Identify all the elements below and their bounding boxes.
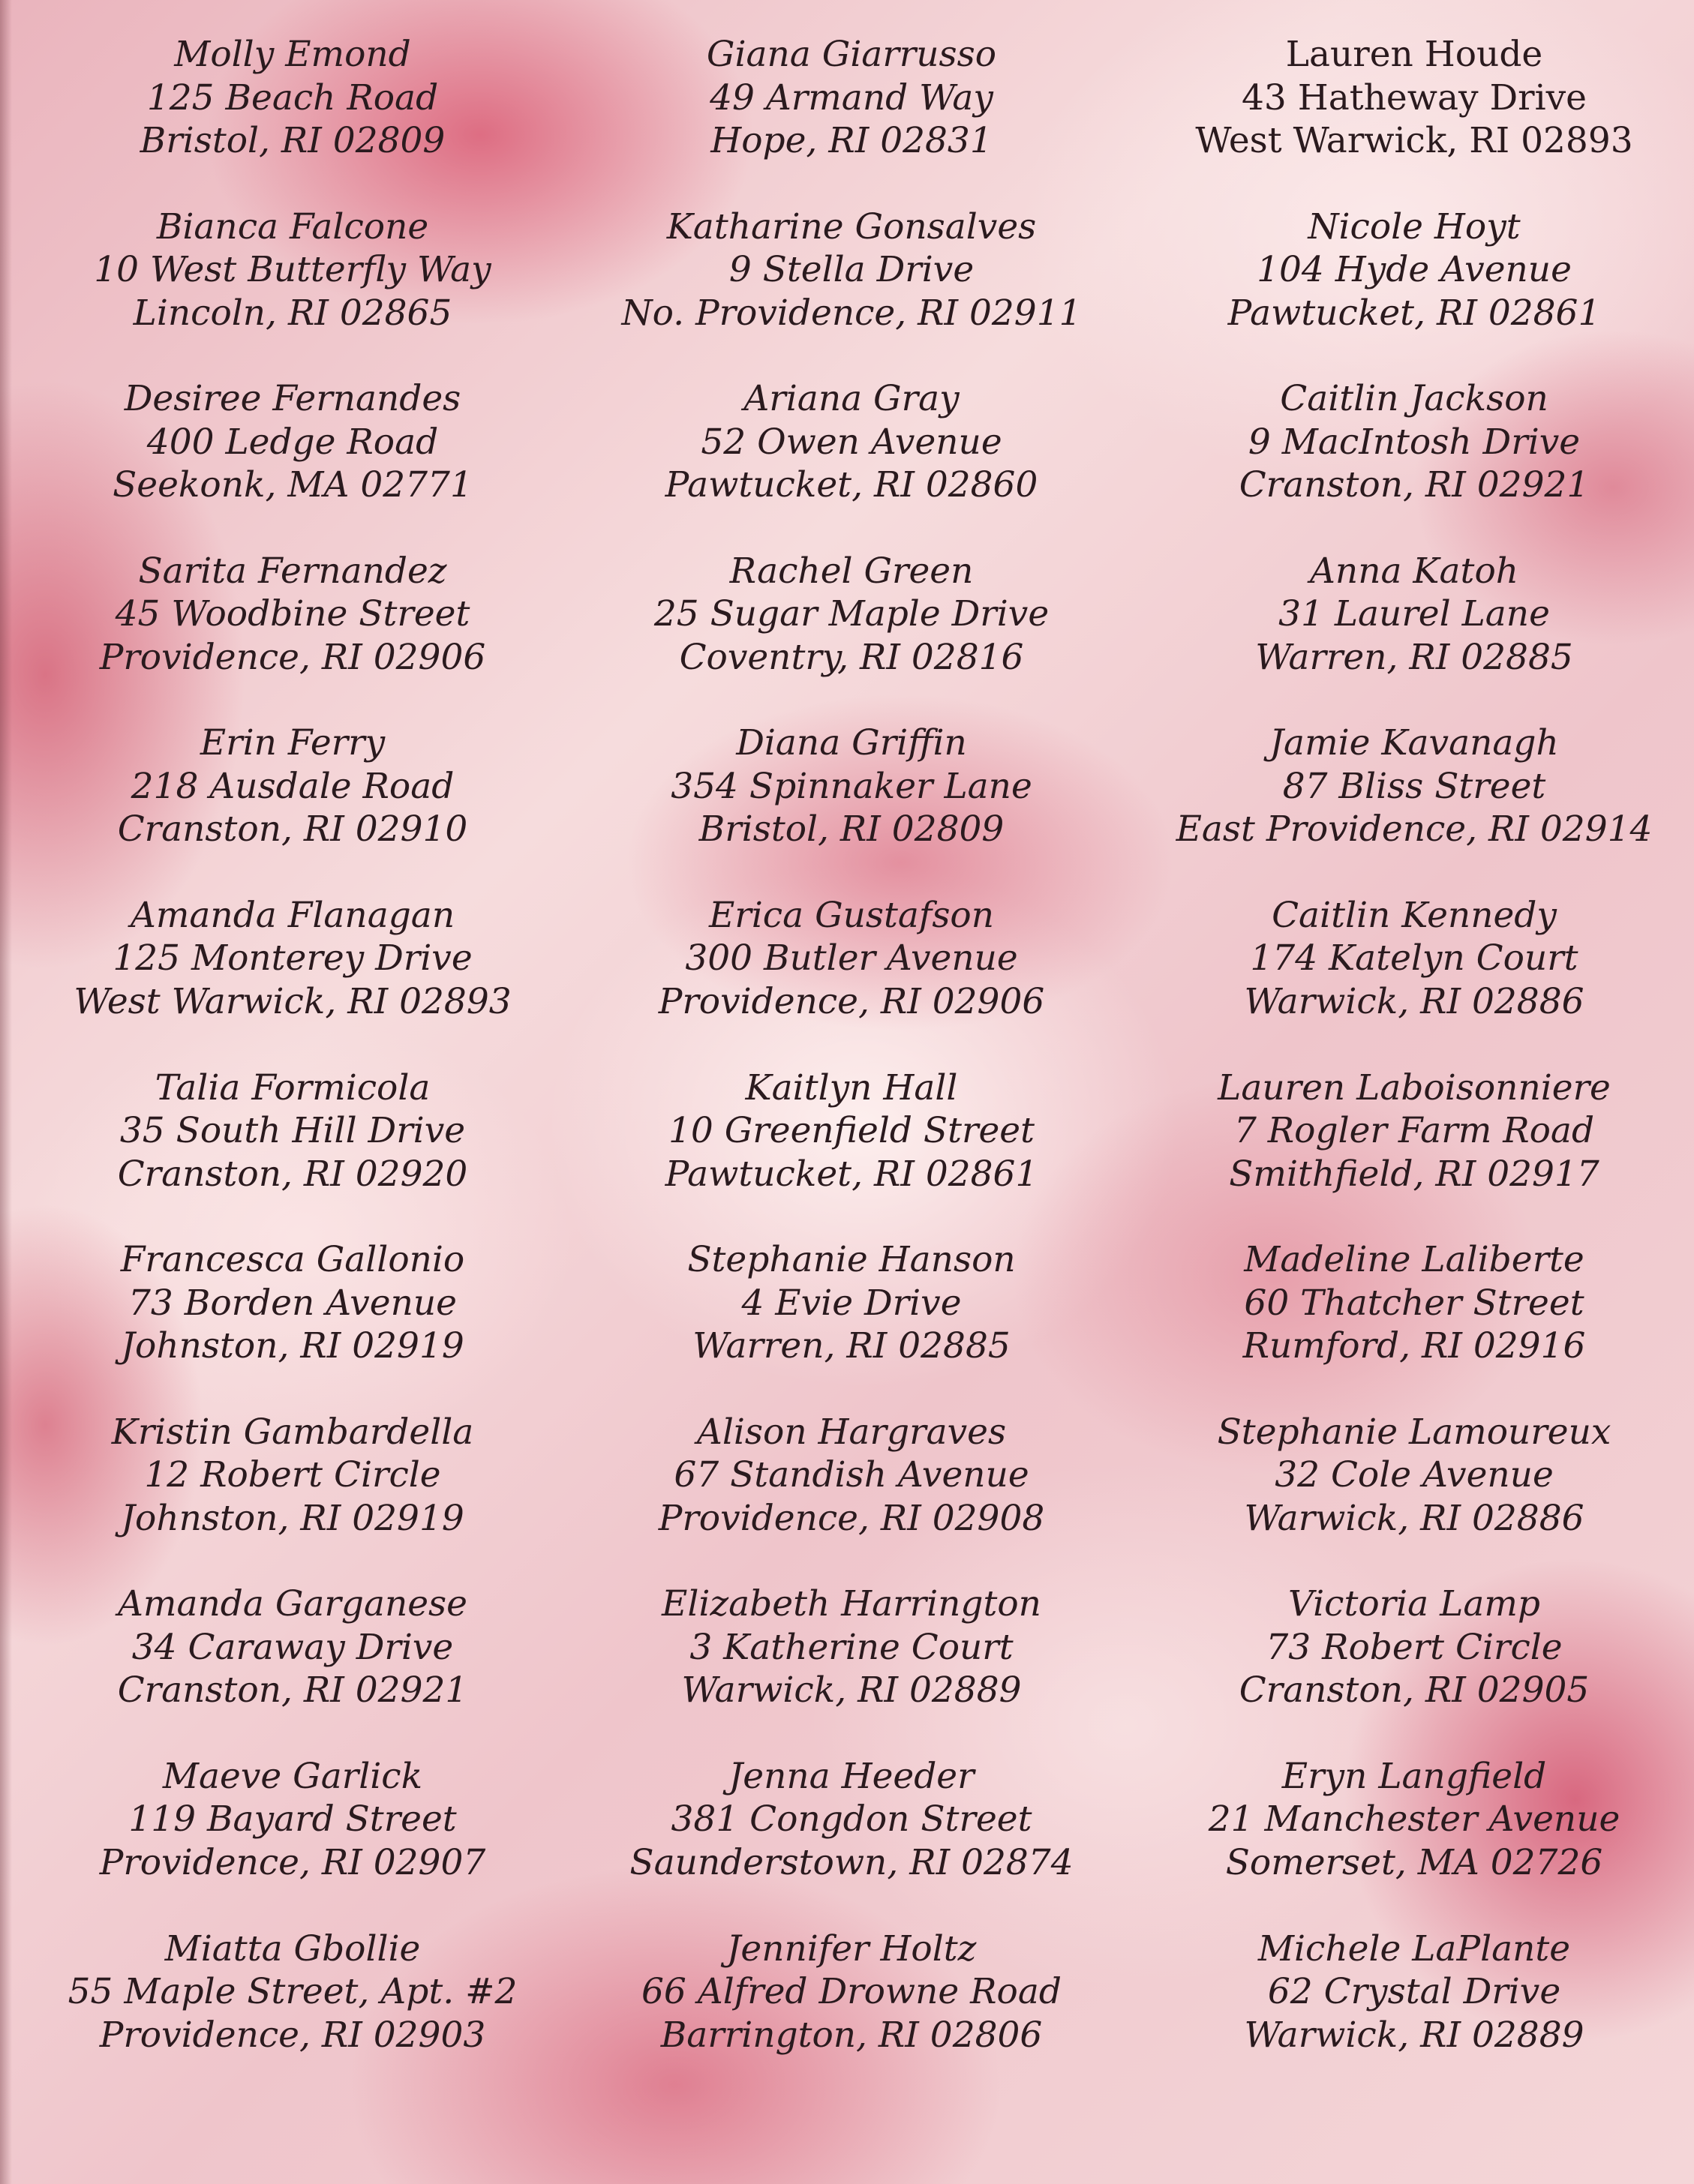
address-column-3	[1152, 33, 1677, 2099]
entry-street: 4 Evie Drive	[741, 1282, 962, 1324]
entry-street: 49 Armand Way	[710, 76, 993, 118]
entry-city: Cranston, RI 02910	[117, 808, 468, 850]
address-entry	[30, 722, 555, 894]
entry-name: Amanda Flanagan	[130, 894, 455, 936]
entry-city: Bristol, RI 02809	[698, 808, 1005, 850]
entry-street: 60 Thatcher Street	[1244, 1282, 1584, 1324]
entry-name: Jamie Kavanagh	[1269, 722, 1559, 764]
entry-city: Pawtucket, RI 02860	[665, 464, 1038, 506]
entry-name: Maeve Garlick	[162, 1755, 423, 1797]
address-entry	[589, 550, 1114, 722]
entry-name: Talia Formicola	[155, 1066, 431, 1108]
entry-street: 21 Manchester Avenue	[1208, 1798, 1620, 1840]
entry-street: 73 Robert Circle	[1266, 1626, 1563, 1668]
entry-street: 9 MacIntosh Drive	[1248, 421, 1581, 463]
entry-street: 9 Stella Drive	[728, 249, 975, 291]
address-entry	[30, 33, 555, 206]
entry-street: 354 Spinnaker Lane	[671, 765, 1032, 807]
entry-city: Providence, RI 02908	[658, 1497, 1045, 1539]
address-entry	[30, 894, 555, 1066]
address-entry	[589, 377, 1114, 550]
entry-name: Jennifer Holtz	[726, 1928, 977, 1970]
address-entry	[1152, 1582, 1677, 1755]
entry-city: Somerset, MA 02726	[1225, 1841, 1603, 1883]
entry-name: Nicole Hoyt	[1308, 206, 1521, 248]
entry-city: Warwick, RI 02886	[1244, 1497, 1584, 1539]
entry-city: Providence, RI 02906	[658, 980, 1045, 1022]
address-entry	[30, 1582, 555, 1755]
address-entry	[589, 1411, 1114, 1583]
address-entry	[30, 1755, 555, 1928]
entry-street: 381 Congdon Street	[671, 1798, 1032, 1840]
address-entry	[30, 1066, 555, 1239]
entry-street: 25 Sugar Maple Drive	[653, 593, 1050, 635]
entry-city: Warwick, RI 02886	[1244, 980, 1584, 1022]
entry-street: 400 Ledge Road	[146, 421, 439, 463]
entry-city: No. Providence, RI 02911	[621, 292, 1082, 334]
entry-name: Erica Gustafson	[708, 894, 995, 936]
entry-street: 35 South Hill Drive	[119, 1110, 466, 1152]
entry-city: Warren, RI 02885	[692, 1325, 1011, 1367]
entry-name: Molly Emond	[174, 34, 411, 75]
address-entry	[589, 1928, 1114, 2100]
address-entry	[1152, 1755, 1677, 1928]
entry-name: Stephanie Hanson	[687, 1239, 1016, 1281]
entry-street: 67 Standish Avenue	[674, 1454, 1029, 1496]
entry-name: Lauren Houde	[1285, 34, 1543, 75]
address-entry	[589, 1066, 1114, 1239]
entry-street: 125 Monterey Drive	[113, 938, 473, 980]
address-entry	[1152, 1066, 1677, 1239]
entry-street: 10 West Butterfly Way	[94, 249, 491, 291]
entry-city: Warren, RI 02885	[1255, 636, 1573, 678]
entry-street: 7 Rogler Farm Road	[1233, 1110, 1595, 1152]
address-entry	[1152, 550, 1677, 722]
address-entry	[30, 377, 555, 550]
entry-name: Ariana Gray	[743, 378, 960, 420]
entry-street: 10 Greenfield Street	[668, 1110, 1035, 1152]
entry-street: 66 Alfred Drowne Road	[641, 1971, 1062, 2013]
entry-name: Miatta Gbollie	[164, 1928, 421, 1970]
entry-city: Smithfield, RI 02917	[1229, 1153, 1599, 1195]
entry-city: Warwick, RI 02889	[681, 1670, 1022, 1712]
entry-name: Jenna Heeder	[728, 1755, 975, 1797]
entry-city: East Providence, RI 02914	[1176, 808, 1653, 850]
entry-name: Kristin Gambardella	[111, 1411, 474, 1453]
entry-city: Pawtucket, RI 02861	[665, 1153, 1038, 1195]
address-column-2	[589, 33, 1114, 2099]
address-entry	[1152, 1238, 1677, 1411]
entry-name: Kaitlyn Hall	[745, 1066, 958, 1108]
entry-city: Coventry, RI 02816	[679, 636, 1024, 678]
entry-name: Rachel Green	[729, 550, 974, 592]
address-entry	[30, 550, 555, 722]
entry-city: West Warwick, RI 02893	[1195, 120, 1633, 161]
entry-name: Madeline Laliberte	[1244, 1239, 1584, 1281]
entry-name: Michele LaPlante	[1257, 1928, 1571, 1970]
address-entry	[589, 722, 1114, 894]
entry-name: Erin Ferry	[200, 722, 386, 764]
entry-street: 125 Beach Road	[146, 76, 439, 118]
entry-street: 104 Hyde Avenue	[1257, 249, 1572, 291]
entry-name: Amanda Garganese	[117, 1583, 467, 1625]
entry-name: Lauren Laboisonniere	[1218, 1066, 1611, 1108]
address-entry	[30, 1411, 555, 1583]
entry-street: 62 Crystal Drive	[1267, 1971, 1561, 2013]
address-entry	[30, 206, 555, 378]
address-columns	[0, 33, 1694, 2148]
entry-street: 45 Woodbine Street	[115, 593, 470, 635]
entry-name: Elizabeth Harrington	[662, 1583, 1041, 1625]
entry-city: Providence, RI 02906	[99, 636, 486, 678]
entry-city: Bristol, RI 02809	[140, 120, 446, 161]
entry-city: Johnston, RI 02919	[121, 1325, 464, 1367]
entry-city: Lincoln, RI 02865	[133, 292, 452, 334]
address-entry	[589, 1582, 1114, 1755]
entry-city: Saunderstown, RI 02874	[629, 1841, 1074, 1883]
address-entry	[30, 1238, 555, 1411]
entry-street: 34 Caraway Drive	[131, 1626, 454, 1668]
entry-name: Anna Katoh	[1309, 550, 1519, 592]
entry-name: Katharine Gonsalves	[666, 206, 1037, 248]
entry-street: 55 Maple Street, Apt. #2	[68, 1971, 518, 2013]
entry-name: Giana Giarrusso	[706, 34, 997, 75]
entry-street: 218 Ausdale Road	[131, 765, 455, 807]
entry-street: 174 Katelyn Court	[1250, 938, 1578, 980]
entry-city: Providence, RI 02903	[99, 2014, 486, 2056]
address-entry	[589, 894, 1114, 1066]
address-entry	[1152, 894, 1677, 1066]
entry-street: 119 Bayard Street	[128, 1798, 457, 1840]
entry-street: 73 Borden Avenue	[128, 1282, 457, 1324]
entry-city: Johnston, RI 02919	[121, 1497, 464, 1539]
address-entry	[1152, 377, 1677, 550]
entry-street: 52 Owen Avenue	[701, 421, 1002, 463]
entry-street: 32 Cole Avenue	[1275, 1454, 1554, 1496]
entry-name: Desiree Fernandes	[124, 378, 461, 420]
entry-city: West Warwick, RI 02893	[74, 980, 512, 1022]
address-entry	[1152, 33, 1677, 206]
entry-city: Rumford, RI 02916	[1242, 1325, 1586, 1367]
entry-street: 31 Laurel Lane	[1278, 593, 1550, 635]
address-entry	[589, 206, 1114, 378]
entry-city: Cranston, RI 02905	[1239, 1670, 1590, 1712]
address-entry	[589, 1238, 1114, 1411]
entry-city: Seekonk, MA 02771	[113, 464, 473, 506]
address-entry	[589, 33, 1114, 206]
entry-city: Pawtucket, RI 02861	[1227, 292, 1601, 334]
entry-street: 43 Hatheway Drive	[1241, 76, 1587, 118]
address-entry	[1152, 206, 1677, 378]
entry-street: 12 Robert Circle	[144, 1454, 441, 1496]
entry-name: Bianca Falcone	[156, 206, 429, 248]
address-entry	[1152, 1928, 1677, 2100]
entry-city: Cranston, RI 02920	[117, 1153, 468, 1195]
address-column-1	[30, 33, 555, 2099]
address-entry	[1152, 722, 1677, 894]
entry-name: Francesca Gallonio	[120, 1239, 465, 1281]
address-entry	[1152, 1411, 1677, 1583]
entry-city: Hope, RI 02831	[710, 120, 993, 161]
entry-city: Providence, RI 02907	[99, 1841, 486, 1883]
entry-street: 3 Katherine Court	[689, 1626, 1014, 1668]
address-entry	[589, 1755, 1114, 1928]
entry-street: 300 Butler Avenue	[685, 938, 1018, 980]
entry-name: Eryn Langfield	[1281, 1755, 1547, 1797]
entry-name: Diana Griffin	[736, 722, 967, 764]
entry-name: Victoria Lamp	[1288, 1583, 1540, 1625]
entry-name: Stephanie Lamoureux	[1217, 1411, 1611, 1453]
address-entry	[30, 1928, 555, 2100]
entry-street: 87 Bliss Street	[1282, 765, 1546, 807]
entry-city: Cranston, RI 02921	[117, 1670, 468, 1712]
entry-name: Alison Hargraves	[696, 1411, 1007, 1453]
entry-city: Barrington, RI 02806	[660, 2014, 1043, 2056]
entry-name: Caitlin Kennedy	[1272, 894, 1557, 936]
entry-name: Caitlin Jackson	[1280, 378, 1548, 420]
entry-city: Cranston, RI 02921	[1239, 464, 1590, 506]
entry-city: Warwick, RI 02889	[1244, 2014, 1584, 2056]
entry-name: Sarita Fernandez	[138, 550, 447, 592]
